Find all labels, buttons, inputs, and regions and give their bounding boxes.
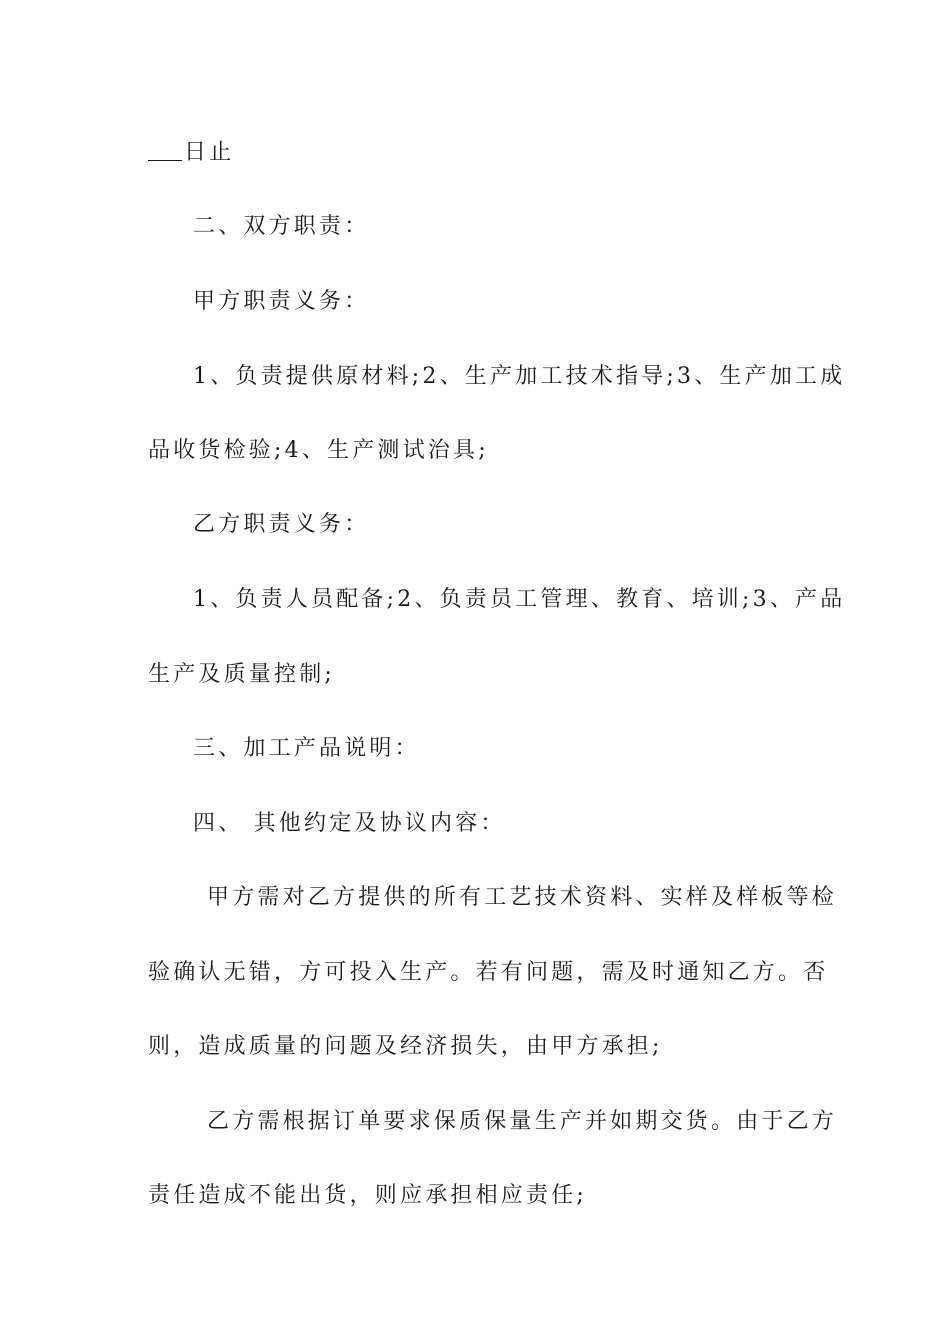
paragraph-line: 责任造成不能出货，则应承担相应责任; — [148, 1183, 588, 1208]
paragraph-line: 品收货检验;4、生产测试治具; — [148, 438, 489, 463]
paragraph-line: 则，造成质量的问题及经济损失，由甲方承担; — [148, 1034, 663, 1059]
paragraph-line: 1、负责提供原材料;2、生产加工技术指导;3、生产加工成 — [193, 364, 846, 389]
fill-in-blank — [148, 138, 182, 161]
section-heading-other-agreements: 四、 其他约定及协议内容： — [193, 811, 506, 836]
section-heading-product-description: 三、加工产品说明： — [193, 736, 420, 761]
paragraph-line: 乙方需根据订单要求保质保量生产并如期交货。由于乙方 — [207, 1109, 838, 1134]
paragraph-line: 1、负责人员配备;2、负责员工管理、教育、培训;3、产品 — [193, 587, 846, 612]
date-end-line: 日止 — [148, 138, 808, 168]
subheading-party-a-duties: 甲方职责义务： — [193, 289, 370, 314]
paragraph-line: 甲方需对乙方提供的所有工艺技术资料、实样及样板等检 — [207, 885, 838, 910]
subheading-party-b-duties: 乙方职责义务： — [193, 512, 370, 537]
paragraph-line: 验确认无错，方可投入生产。若有问题，需及时通知乙方。否 — [148, 960, 829, 985]
section-heading-responsibilities: 二、双方职责： — [193, 214, 370, 239]
paragraph-line: 生产及质量控制; — [148, 662, 336, 687]
